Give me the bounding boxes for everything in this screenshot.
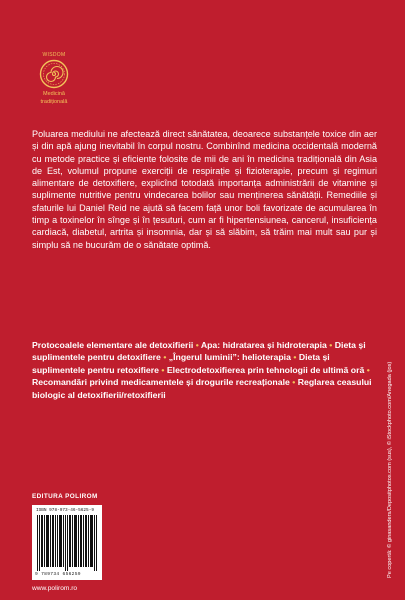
bullet-separator: • [293,352,297,363]
cover-credits: Pe copertă: © ginasanders/Depositphotos.com (sus), © iStockphoto.com/Anegada (jos) [387,361,393,578]
bullet-separator: • [292,377,296,388]
logo-series-line2: tradițională [40,99,68,106]
back-cover-blurb: Poluarea mediului ne afectează direct sănătatea, deoarece substanțele toxice din aer și din apă ajung inevitabil în corpul nostru. Combinînd medicina occidentală modernă cu metode practice și eficiente folosite de mii de ani în medicina tradițională din Asia de Est, volumul propune exerciții de respirație și fizioterapie, precum și regimuri alimentare de detoxifiere, explicînd totodată importanța administrării de vitamine și suplimente nutritive pentru vindecarea bolilor sau menținerea sănătății. Remediile și sfaturile lui Daniel Reid ne ajută să facem față unor boli favorizate de acumularea în timp a toxinelor în sînge și în țesuturi, cum ar fi hipertensiunea, cancerul, insuficiența cardiacă, diabetul, artrita și insomnia, dar și să slăbim, să trăim mai mult sau pur și simplu să ne bucurăm de o sănătate optimă. [32,129,377,250]
contents-item: „Îngerul luminii”: helioterapia [168,352,291,363]
contents-item: Electrodetoxifierea prin tehnologii de ultimă oră [166,364,365,375]
logo-series-line1: Medicină [42,91,65,97]
contents-item: Reglarea ceasului biologic al detoxifierii/retoxifierii [32,377,372,400]
barcode-label [32,505,102,580]
contents-item: Dieta și suplimentele pentru retoxifiere [32,352,330,375]
bullet-separator: • [163,352,167,363]
isbn-text: ISBN 978-973-46-5625-9 [36,508,94,513]
contents-item: Protocoalele elementare ale detoxifierii [32,340,194,350]
contents-item: Dieta și suplimentele pentru detoxifiere [32,340,366,363]
bullet-separator: • [195,340,199,350]
ean-digits: 9 789734 656259 [35,572,81,577]
publisher-website: www.polirom.ro [32,585,78,592]
bullet-separator: • [366,364,370,375]
contents-list [32,339,377,401]
barcode-icon [37,515,97,571]
logo-top-text: WISDOM [42,52,66,58]
contents-item: Apa: hidratarea și hidroterapia [200,340,327,350]
contents-item: Recomandări privind medicamentele și drogurile recreaționale [32,377,290,388]
publisher-name: EDITURA POLIROM [32,493,98,500]
bullet-separator: • [329,340,333,350]
series-logo [32,52,76,105]
spiral-emblem-icon [39,59,69,89]
bullet-separator: • [161,364,165,375]
